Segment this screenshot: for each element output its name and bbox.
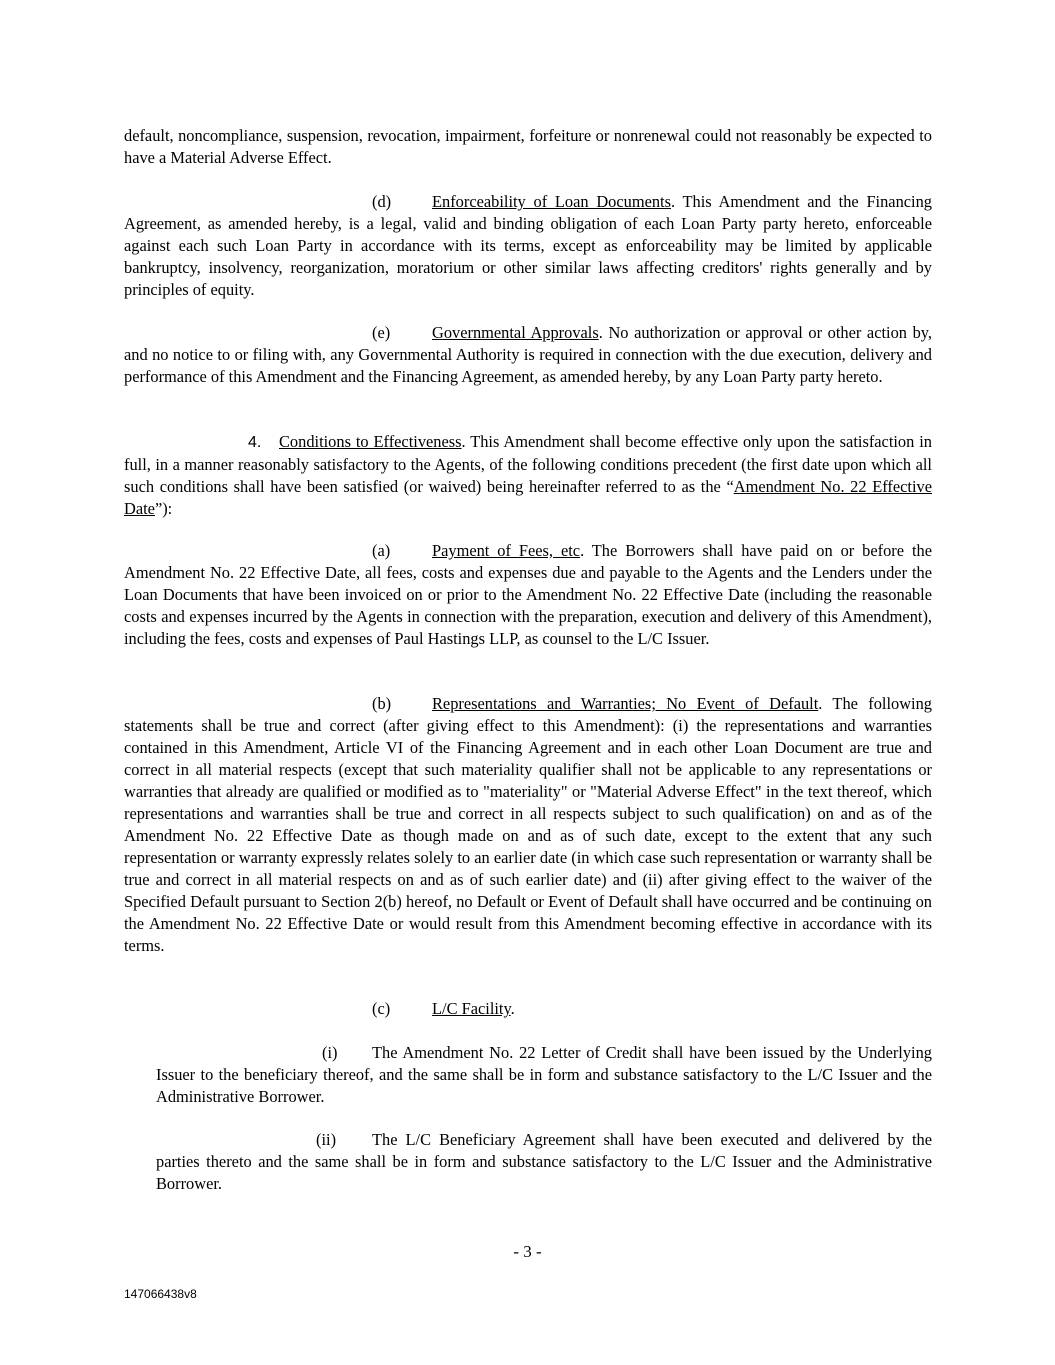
clause-label: (a) [372,541,391,560]
paragraph-e [124,322,932,388]
defined-term: Amendment No. 22 Effective Date [124,477,932,518]
document-id: 147066438v8 [124,1287,197,1301]
clause-label: (e) [372,323,391,342]
clause-text: . No authorization or approval or other action by, and no notice to or filing with, any Governmental Authority is required in connection with the due execution, delivery and performance of this Amendment and the Financing Agreement, as amended hereby, by any Loan Party party hereto. [124,323,933,386]
clause-label: (c) [372,999,391,1018]
clause-text: . This Amendment and the Financing Agreement, as amended hereby, is a legal, valid and binding obligation of each Loan Party party hereto, enforceable against each such Loan Party in accordance with its terms, except as enforceability may be limited by applicable bankruptcy, insolvency, reorganization, moratorium or other similar laws affecting creditors' rights generally and by principles of equity. [124,192,932,299]
paragraph-c [124,998,932,1020]
section-text: . This Amendment shall become effective only upon the satisfaction in full, in a manner reasonably satisfactory to the Agents, of the following conditions precedent (the first date upon which all such conditions shall have been satisfied (or waived) being hereinafter referred to as the “ [124,432,932,496]
subclause-text: The L/C Beneficiary Agreement shall have been executed and delivered by the parties thereto and the same shall be in form and substance satisfactory to the L/C Issuer and the Administrative Borrower. [156,1130,932,1193]
subclause-text: The Amendment No. 22 Letter of Credit shall have been issued by the Underlying Issuer to the beneficiary thereof, and the same shall be in form and substance satisfactory to the L/C Issuer and the Administrative Borrower. [156,1043,932,1106]
paragraph-d [124,191,932,301]
paragraph-b [124,693,932,957]
clause-text: . [510,999,515,1018]
page-number: - 3 - [513,1242,542,1261]
paragraph-a [124,540,932,650]
clause-text: . The following statements shall be true and correct (after giving effect to this Amendment): (i) the representations and warranties contained in this Amendment, Article VI of the Financing Agreement and in each other Loan Document are true and correct in all material respects (except that such materiality qualifier shall not be applicable to any representations or warranties that already are qualified or modified as to "materiality" or "Material Adverse Effect" in the text thereof, which representations and warranties shall be true and correct in all respects subject to such qualification) on and as of the Amendment No. 22 Effective Date as though made on and as of such date, except to the extent that any such representation or warranty expressly relates solely to an earlier date (in which case such representation or warranty shall be true and correct in all material respects on and as of such earlier date) and (ii) after giving effect to the waiver of the Specified Default pursuant to Section 2(b) hereof, no Default or Event of Default shall have occurred and be continuing on the Amendment No. 22 Effective Date or would result from this Amendment becoming effective in accordance with its terms. [124,694,932,955]
clause-heading: Representations and Warranties; No Event of Default [432,694,819,713]
subclause-label: (ii) [316,1130,337,1149]
clause-heading: Governmental Approvals [432,323,599,342]
clause-heading: L/C Facility [432,999,511,1018]
clause-label: (d) [372,192,392,211]
clause-heading: Payment of Fees, etc [432,541,581,560]
paragraph-c-ii [156,1129,932,1195]
subclause-label: (i) [322,1043,338,1062]
section-number: 4. [248,434,262,451]
clause-label: (b) [372,694,392,713]
paragraph-continuation [124,125,932,169]
clause-text: . The Borrowers shall have paid on or before the Amendment No. 22 Effective Date, all fees, costs and expenses due and payable to the Agents and the Lenders under the Loan Documents that have been invoiced on or prior to the Amendment No. 22 Effective Date (including the reasonable costs and expenses incurred by the Agents in connection with the preparation, execution and delivery of this Amendment), including the fees, costs and expenses of Paul Hastings LLP, as counsel to the L/C Issuer. [124,541,932,648]
section-text-end: ”): [154,499,173,518]
paragraph-text: default, noncompliance, suspension, revocation, impairment, forfeiture or nonrenewal could not reasonably be expected to have a Material Adverse Effect. [124,126,932,167]
section-heading: Conditions to Effectiveness [279,432,462,451]
section-4 [124,431,932,520]
clause-heading: Enforceability of Loan Documents [432,192,671,211]
paragraph-c-i [156,1042,932,1108]
